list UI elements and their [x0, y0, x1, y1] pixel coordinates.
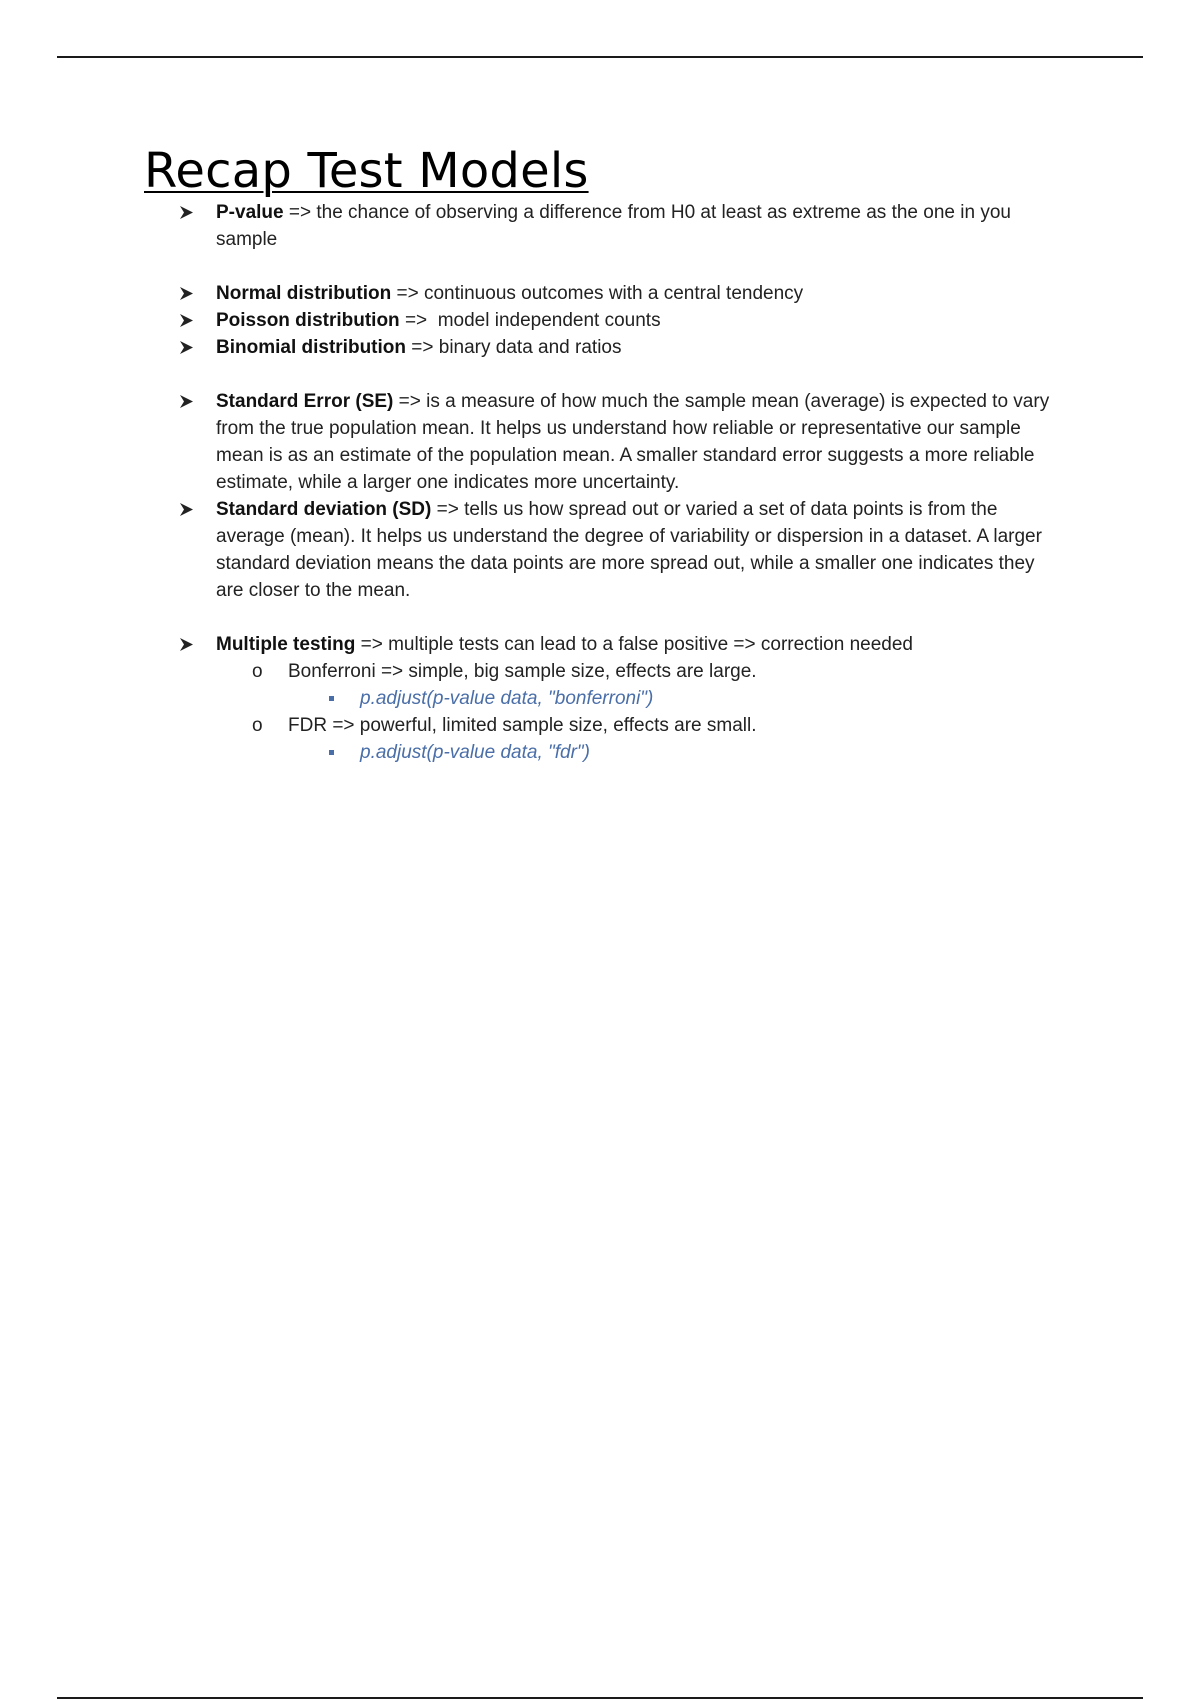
list-item	[180, 388, 1060, 496]
footer-rule	[57, 1697, 1143, 1699]
page-title: Recap Test Models	[144, 143, 589, 199]
square-bullet-icon	[329, 696, 334, 701]
bullet-term: P-value	[216, 202, 284, 223]
spacer	[180, 604, 1060, 631]
arrow-bullet-icon	[180, 287, 193, 300]
bullet-term: Multiple testing	[216, 634, 356, 655]
sub-list-item	[180, 658, 1060, 685]
code-text: p.adjust(p-value data, "bonferroni")	[360, 688, 654, 709]
arrow-bullet-icon	[180, 638, 193, 651]
header-rule	[57, 56, 1143, 58]
sub-item-text: Bonferroni => simple, big sample size, effects are large.	[288, 661, 757, 682]
bullet-text: => the chance of observing a difference from H0 at least as extreme as the one in you sample	[216, 202, 1011, 250]
spacer	[180, 361, 1060, 388]
bullet-term: Binomial distribution	[216, 337, 406, 358]
bullet-text: => tells us how spread out or varied a set of data points is from the average (mean). It helps us understand the degree of variability or dispersion in a dataset. A larger standard deviation means the data points are more spread out, while a smaller one indicates they are closer to the mean.	[216, 499, 1042, 601]
arrow-bullet-icon	[180, 314, 193, 327]
list-item	[180, 334, 1060, 361]
sub-list-item	[180, 712, 1060, 739]
arrow-bullet-icon	[180, 341, 193, 354]
bullet-text: => model independent counts	[399, 310, 661, 331]
sub-item-text: FDR => powerful, limited sample size, effects are small.	[288, 715, 757, 736]
code-item	[180, 685, 1060, 712]
list-item	[180, 631, 1060, 658]
circle-bullet-icon: o	[252, 715, 263, 736]
bullet-text: => continuous outcomes with a central tendency	[391, 283, 804, 304]
bullet-term: Standard deviation (SD)	[216, 499, 432, 520]
spacer	[180, 253, 1060, 280]
bullet-term: Poisson distribution	[216, 310, 400, 331]
code-item	[180, 739, 1060, 766]
arrow-bullet-icon	[180, 503, 193, 516]
bullet-text: => binary data and ratios	[406, 337, 622, 358]
bullet-term: Standard Error (SE)	[216, 391, 394, 412]
circle-bullet-icon: o	[252, 661, 263, 682]
arrow-bullet-icon	[180, 395, 193, 408]
code-text: p.adjust(p-value data, "fdr")	[360, 742, 590, 763]
bullet-term: Normal distribution	[216, 283, 392, 304]
list-item	[180, 280, 1060, 307]
bullet-list	[180, 199, 1060, 766]
bullet-text: => is a measure of how much the sample mean (average) is expected to vary from the true population mean. It helps us understand how reliable or representative our sample mean is as an estimate of the population mean. A smaller standard error suggests a more reliable estimate, while a larger one indicates more uncertainty.	[216, 391, 1050, 493]
list-item	[180, 496, 1060, 604]
square-bullet-icon	[329, 750, 334, 755]
arrow-bullet-icon	[180, 206, 193, 219]
bullet-text: => multiple tests can lead to a false positive => correction needed	[355, 634, 913, 655]
list-item	[180, 307, 1060, 334]
list-item	[180, 199, 1060, 253]
